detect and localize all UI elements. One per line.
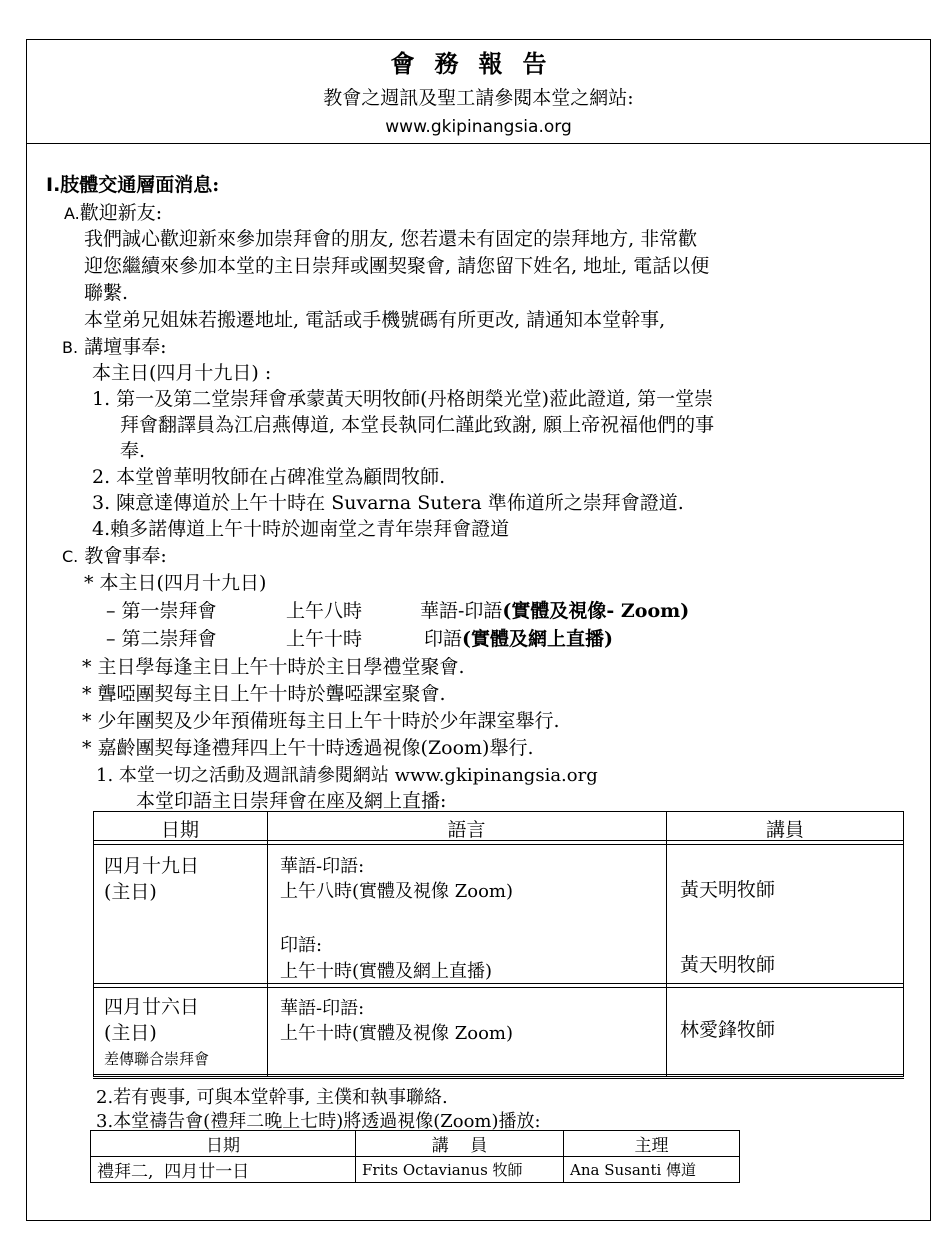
bullet-deaf-fellowship: * 聾啞團契每主日上午十時於聾啞課室聚會. xyxy=(82,683,446,705)
table-header-date: 日期 xyxy=(160,819,199,841)
pulpit-item-1: 1. 第一及第二堂崇拜會承蒙黃天明牧師(丹格朗榮光堂)蒞此證道, 第一堂崇 xyxy=(92,388,714,410)
prayer-host: Ana Susanti 傳道 xyxy=(564,1157,740,1183)
service-2-mode: (實體及網上直播) xyxy=(462,628,613,650)
row1-lang2-name: 印語: xyxy=(280,935,323,956)
header-divider xyxy=(26,143,931,144)
pulpit-item-1b: 拜會翻譯員為江启燕傳道, 本堂長執同仁謹此致謝, 願上帝祝福他們的事 xyxy=(120,414,715,436)
subsection-c-label: C. xyxy=(62,547,79,566)
note-3: 3.本堂禱告會(禮拜二晚上七時)將透過視像(Zoom)播放: xyxy=(96,1111,541,1132)
service-2-details xyxy=(424,624,613,651)
row1-lang1-time: 上午八時(實體及視像 Zoom) xyxy=(280,881,514,902)
sunday-line: * 本主日(四月十九日) xyxy=(84,572,267,594)
row1-day: (主日) xyxy=(104,881,157,903)
subsection-b-title xyxy=(62,332,167,359)
service-1-name: – 第一崇拜會 xyxy=(106,600,217,622)
prayer-table-row xyxy=(91,1157,740,1183)
row2-extra: 差傳聯合崇拜會 xyxy=(104,1050,210,1068)
subsection-a-title-text: 歡迎新友: xyxy=(79,202,163,224)
prayer-table-header xyxy=(91,1131,740,1157)
row2-lang1-time: 上午十時(實體及視像 Zoom) xyxy=(280,1023,514,1044)
subsection-a-label: A. xyxy=(64,204,80,223)
prayer-header-host: 主理 xyxy=(564,1131,740,1157)
row1-date: 四月十九日 xyxy=(104,855,200,877)
pulpit-item-4: 4.賴多諾傳道上午十時於迦南堂之青年崇拜會證道 xyxy=(92,518,510,540)
service-2-name: – 第二崇拜會 xyxy=(106,628,217,650)
service-2-language: 印語 xyxy=(424,628,463,650)
prayer-header-date: 日期 xyxy=(91,1131,356,1157)
service-1-mode: (實體及視像- Zoom) xyxy=(502,600,690,622)
subsection-c-title-text: 教會事奉: xyxy=(84,545,167,567)
row2-date: 四月廿六日 xyxy=(104,996,200,1018)
service-1-time: 上午八時 xyxy=(286,600,363,622)
welcome-line-1: 我們誠心歡迎新來參加崇拜會的朋友, 您若還未有固定的崇拜地方, 非常歡 xyxy=(84,228,698,250)
service-1-details xyxy=(420,596,689,623)
subsection-b-label: B. xyxy=(62,338,79,357)
subsection-b-title-text: 講壇事奉: xyxy=(84,336,167,358)
page-title: 會務報告 xyxy=(390,49,567,78)
bullet-elderly-fellowship: * 嘉齡團契每逢禮拜四上午十時透過視像(Zoom)舉行. xyxy=(82,737,534,759)
subsection-c-title xyxy=(62,541,167,568)
service-2-time: 上午十時 xyxy=(286,628,363,650)
note-1: 1. 本堂一切之活動及週訊請參閱網站 www.gkipinangsia.org xyxy=(96,765,598,786)
welcome-line-4: 本堂弟兄姐妹若搬遷地址, 電話或手機號碼有所更改, 請通知本堂幹事, xyxy=(84,309,666,331)
row2-day: (主日) xyxy=(104,1022,157,1044)
section-number: I. xyxy=(46,174,61,196)
pulpit-item-2: 2. 本堂曾華明牧師在占碑准堂為顧問牧師. xyxy=(92,466,446,488)
note-2: 2.若有喪事, 可與本堂幹事, 主僕和執事聯絡. xyxy=(96,1087,448,1108)
row1-lang2-time: 上午十時(實體及網上直播) xyxy=(280,961,493,982)
website-link[interactable]: www.gkipinangsia.org xyxy=(385,117,572,137)
bullet-youth-fellowship: * 少年團契及少年預備班每主日上午十時於少年課室舉行. xyxy=(82,710,560,732)
section-heading xyxy=(46,170,219,197)
prayer-table xyxy=(90,1130,740,1183)
welcome-line-3: 聯繫. xyxy=(84,282,129,304)
row1-lang1-name: 華語-印語: xyxy=(280,856,365,877)
table-header-speaker: 講員 xyxy=(765,819,804,841)
prayer-header-speaker: 講 員 xyxy=(356,1131,564,1157)
welcome-line-2: 迎您繼續來參加本堂的主日崇拜或團契聚會, 請您留下姓名, 地址, 電話以便 xyxy=(84,255,710,277)
row2-speaker1: 林愛鋒牧師 xyxy=(680,1019,776,1041)
row2-lang1-name: 華語-印語: xyxy=(280,998,365,1019)
subsection-a-title xyxy=(64,198,162,225)
row1-speaker1: 黃天明牧師 xyxy=(680,879,776,901)
service-1-language: 華語-印語 xyxy=(420,600,503,622)
pulpit-item-3: 3. 陳意達傳道於上午十時在 Suvarna Sutera 準佈道所之崇拜會證道. xyxy=(92,492,684,514)
bullet-sunday-school: * 主日學每逢主日上午十時於主日學禮堂聚會. xyxy=(82,656,465,678)
note-1b: 本堂印語主日崇拜會在座及網上直播: xyxy=(136,790,447,812)
row1-speaker2: 黃天明牧師 xyxy=(680,954,776,976)
prayer-speaker: Frits Octavianus 牧師 xyxy=(356,1157,564,1183)
pulpit-date: 本主日(四月十九日) : xyxy=(92,362,272,384)
table-header-language: 語言 xyxy=(447,819,486,841)
page-subtitle: 教會之週訊及聖工請參閱本堂之網站: xyxy=(323,87,634,109)
prayer-date: 禮拜二, 四月廿一日 xyxy=(91,1157,356,1183)
section-heading-text: 肢體交通層面消息: xyxy=(60,174,220,196)
pulpit-item-1c: 奉. xyxy=(120,440,146,462)
